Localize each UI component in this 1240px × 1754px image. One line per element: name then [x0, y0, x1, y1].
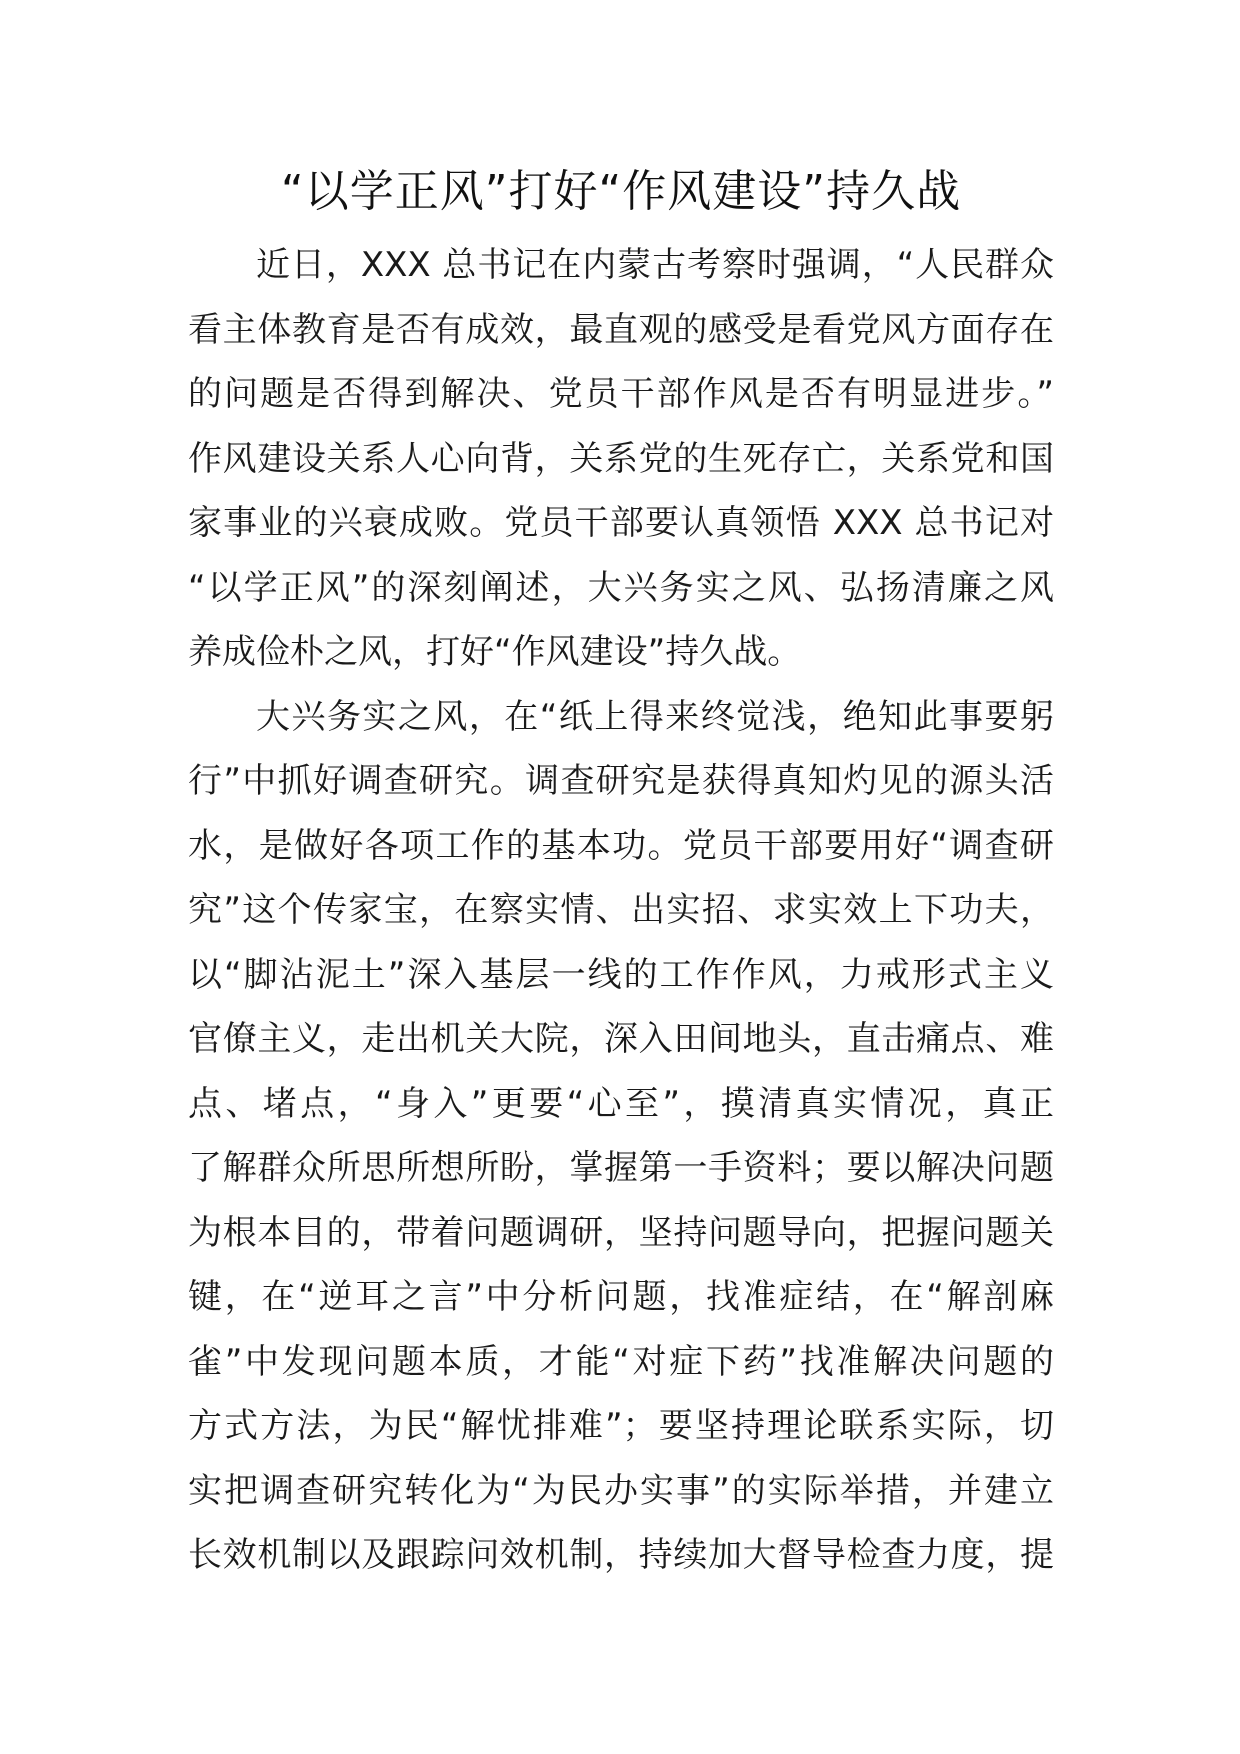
paragraph-line: 长效机制以及跟踪问效机制，持续加大督导检查力度，提 [188, 1535, 1054, 1575]
paragraph-line: 作风建设关系人心向背，关系党的生死存亡，关系党和国 [188, 438, 1054, 479]
paragraph-line: 近日，XXX 总书记在内蒙古考察时强调，“人民群众 [256, 245, 1054, 285]
paragraph-line: 看主体教育是否有成效，最直观的感受是看党风方面存在 [188, 309, 1054, 350]
paragraph-line: 官僚主义，走出机关大院，深入田间地头，直击痛点、难 [188, 1019, 1054, 1059]
paragraph-line: 了解群众所思所想所盼，掌握第一手资料；要以解决问题 [188, 1148, 1054, 1188]
paragraph-1 [188, 233, 1054, 685]
paragraph-line: 键，在“逆耳之言”中分析问题，找准症结，在“解剖麻 [188, 1277, 1054, 1317]
paragraph-2 [188, 685, 1054, 1588]
paragraph-line: 方式方法，为民“解忧排难”；要坚持理论联系实际，切 [188, 1406, 1054, 1446]
paragraph-line: 水，是做好各项工作的基本功。党员干部要用好“调查研 [188, 825, 1054, 866]
paragraph-line: 实把调查研究转化为“为民办实事”的实际举措，并建立 [188, 1470, 1054, 1511]
document-title: “以学正风”打好“作风建设”持久战 [280, 166, 962, 217]
document-body [188, 233, 1054, 1588]
paragraph-line: 的问题是否得到解决、党员干部作风是否有明显进步。” [188, 374, 1054, 414]
paragraph-line: 以“脚沾泥土”深入基层一线的工作作风，力戒形式主义 [188, 954, 1054, 995]
paragraph-line: 为根本目的，带着问题调研，坚持问题导向，把握问题关 [188, 1212, 1054, 1253]
paragraph-line: 大兴务实之风，在“纸上得来终觉浅，绝知此事要躬 [256, 696, 1054, 737]
paragraph-line: 究”这个传家宝，在察实情、出实招、求实效上下功夫， [188, 890, 1054, 930]
paragraph-line: 养成俭朴之风，打好“作风建设”持久战。 [188, 632, 802, 672]
paragraph-line: 雀”中发现问题本质，才能“对症下药”找准解决问题的 [188, 1341, 1054, 1382]
paragraph-line: “以学正风”的深刻阐述，大兴务实之风、弘扬清廉之风 [188, 567, 1054, 608]
paragraph-line: 点、堵点，“身入”更要“心至”，摸清真实情况，真正 [188, 1083, 1054, 1124]
paragraph-line: 行”中抓好调查研究。调查研究是获得真知灼见的源头活 [188, 761, 1054, 801]
paragraph-line: 家事业的兴衰成败。党员干部要认真领悟 XXX 总书记对 [188, 503, 1054, 543]
